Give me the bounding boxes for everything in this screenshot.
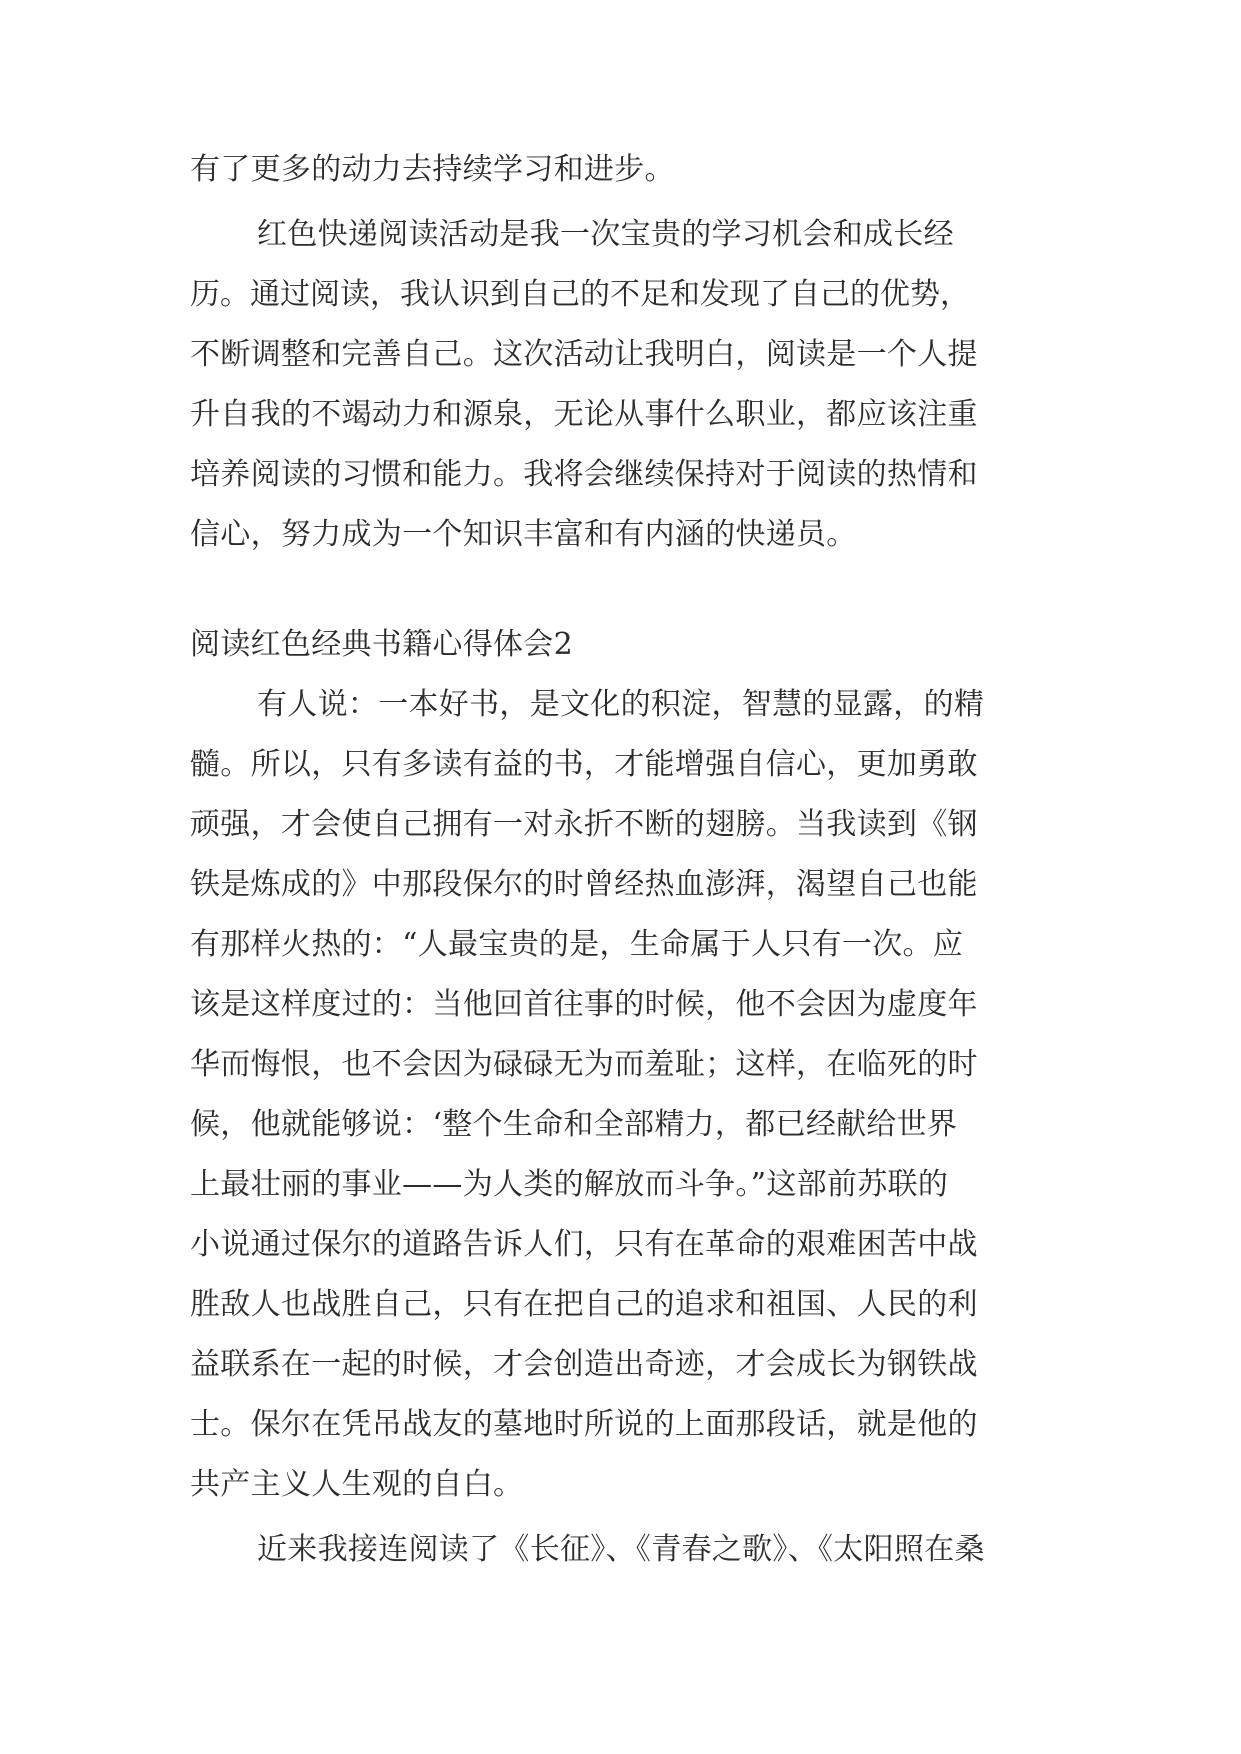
section-heading: 阅读红色经典书籍心得体会2 xyxy=(190,627,573,662)
paragraph-line: 华而悔恨，也不会因为碌碌无为而羞耻；这样，在临死的时 xyxy=(190,1047,978,1082)
paragraph-line: 益联系在一起的时候，才会创造出奇迹，才会成长为钢铁战 xyxy=(190,1347,978,1382)
paragraph-line: 信心，努力成为一个知识丰富和有内涵的快递员。 xyxy=(190,517,857,552)
paragraph-first-line: 红色快递阅读活动是我一次宝贵的学习机会和成长经 xyxy=(257,217,954,252)
paragraph-line: 士。保尔在凭吊战友的墓地时所说的上面那段话，就是他的 xyxy=(190,1407,978,1442)
paragraph-line: 候，他就能够说：‘整个生命和全部精力，都已经献给世界 xyxy=(190,1107,958,1142)
paragraph-line: 有那样火热的：“人最宝贵的是，生命属于人只有一次。应 xyxy=(190,927,964,962)
paragraph-line: 不断调整和完善自己。这次活动让我明白，阅读是一个人提 xyxy=(190,337,978,372)
paragraph-line: 顽强，才会使自己拥有一对永折不断的翅膀。当我读到《钢 xyxy=(190,807,978,842)
paragraph-line: 铁是炼成的》中那段保尔的时曾经热血澎湃，渴望自己也能 xyxy=(190,867,978,902)
paragraph-line: 培养阅读的习惯和能力。我将会继续保持对于阅读的热情和 xyxy=(190,457,978,492)
paragraph-line: 小说通过保尔的道路告诉人们，只有在革命的艰难困苦中战 xyxy=(190,1227,978,1262)
paragraph-first-line: 近来我接连阅读了《长征》、《青春之歌》、《太阳照在桑 xyxy=(257,1532,985,1567)
paragraph-line: 共产主义人生观的自白。 xyxy=(190,1467,524,1502)
paragraph-line: 该是这样度过的：当他回首往事的时候，他不会因为虚度年 xyxy=(190,987,978,1022)
paragraph-line: 有了更多的动力去持续学习和进步。 xyxy=(190,152,675,187)
paragraph-line: 髓。所以，只有多读有益的书，才能增强自信心，更加勇敢 xyxy=(190,747,978,782)
paragraph-first-line: 有人说：一本好书，是文化的积淀，智慧的显露，的精 xyxy=(257,687,985,722)
paragraph-line: 上最壮丽的事业——为人类的解放而斗争。”这部前苏联的 xyxy=(190,1167,949,1202)
paragraph-line: 历。通过阅读，我认识到自己的不足和发现了自己的优势， xyxy=(190,277,970,312)
paragraph-line: 升自我的不竭动力和源泉，无论从事什么职业，都应该注重 xyxy=(190,397,978,432)
paragraph-line: 胜敌人也战胜自己，只有在把自己的追求和祖国、人民的利 xyxy=(190,1287,978,1322)
